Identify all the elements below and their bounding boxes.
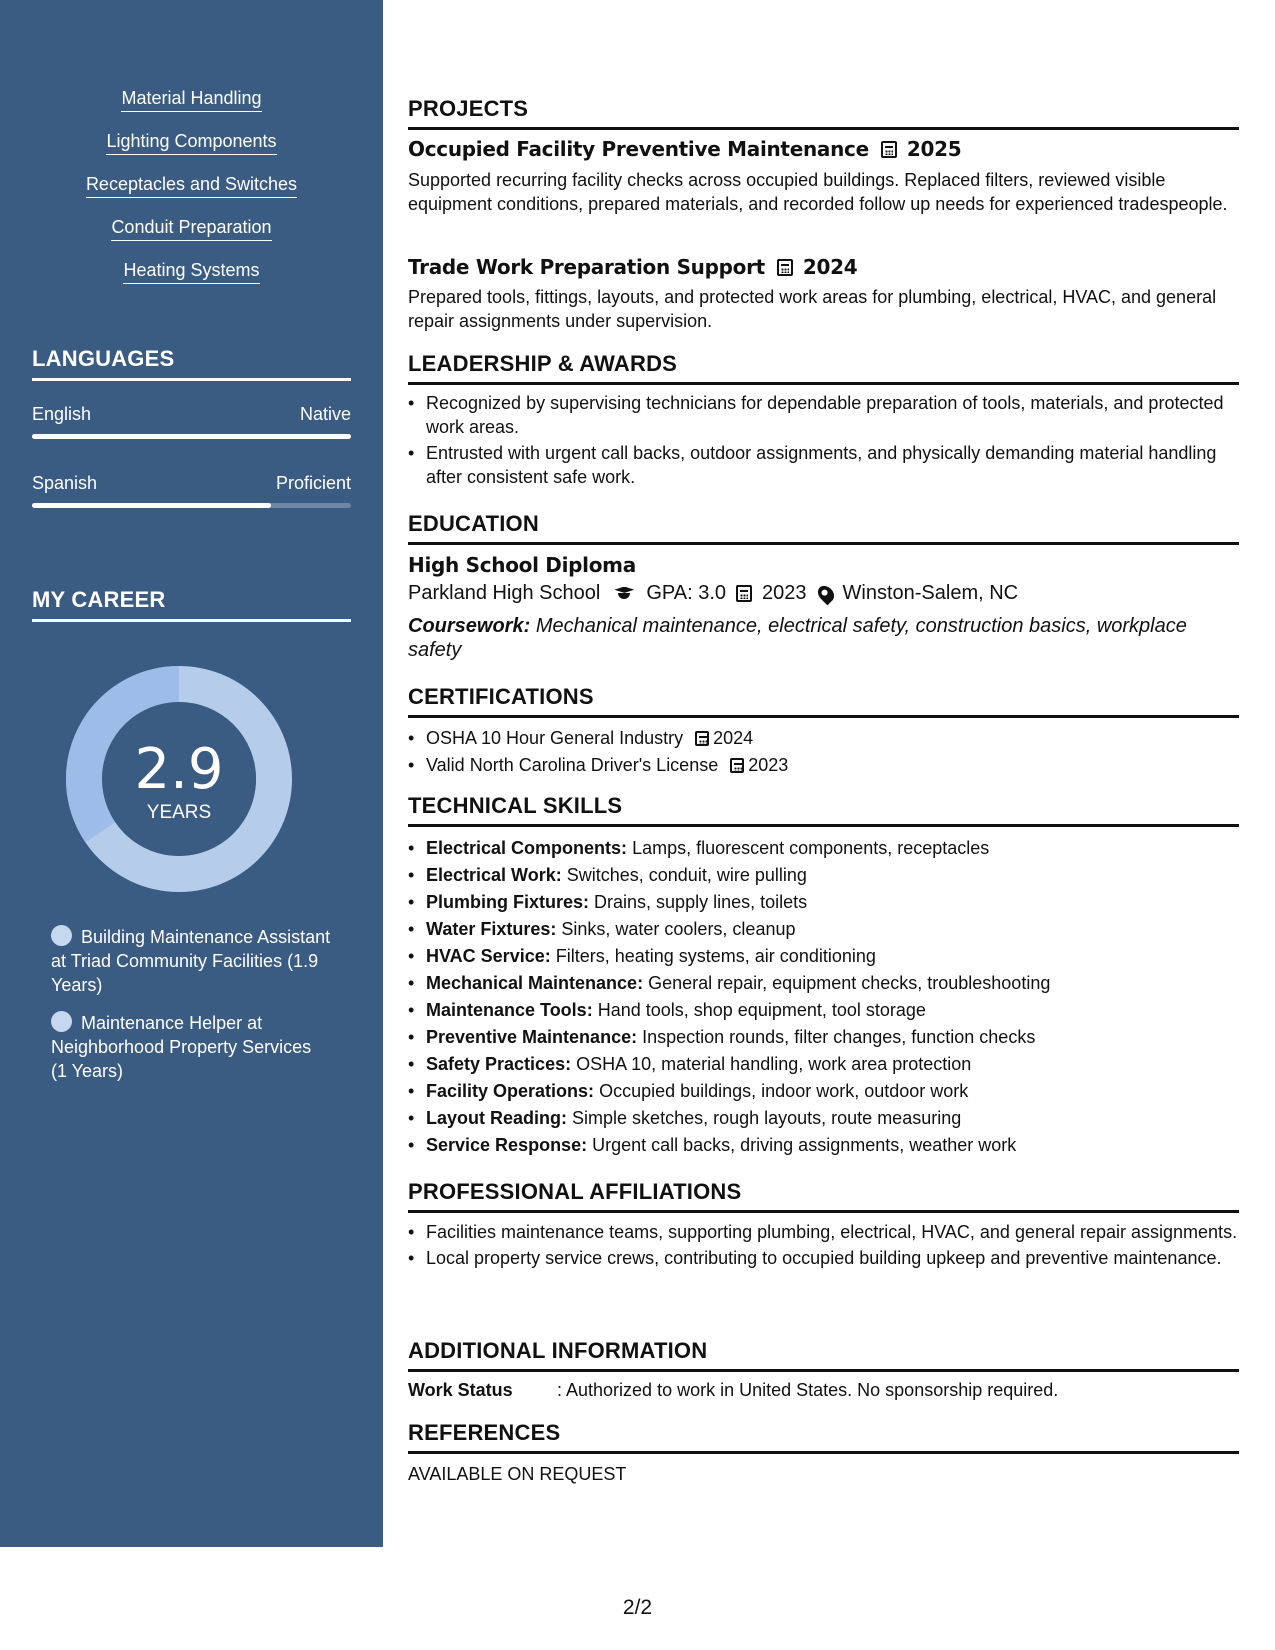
affiliations-heading: PROFESSIONAL AFFILIATIONS [408, 1179, 1239, 1213]
calendar-icon [695, 731, 709, 746]
sidebar [0, 0, 383, 1547]
skill-label: Electrical Work: [426, 865, 562, 885]
project-name: Occupied Facility Preventive Maintenance [408, 137, 869, 161]
list-item [408, 970, 1239, 997]
skill-value: Switches, conduit, wire pulling [566, 865, 807, 885]
skill-link[interactable]: Heating Systems [123, 259, 259, 284]
skill-label: Maintenance Tools: [426, 1000, 593, 1020]
skill-label: HVAC Service: [426, 946, 551, 966]
career-dot-icon [51, 925, 72, 946]
skills-list [0, 87, 383, 302]
list-item [408, 1051, 1239, 1078]
list-item [408, 1024, 1239, 1051]
career-item-text: Maintenance Helper at Neighborhood Property Services (1 Years) [51, 1013, 312, 1081]
skill-label: Mechanical Maintenance: [426, 973, 644, 993]
career-item-text: Building Maintenance Assistant at Triad Community Facilities (1.9 Years) [51, 927, 331, 995]
list-item: • Recognized by supervising technicians for dependable preparation of tools, materials, and protected work areas. [408, 391, 1239, 439]
skill-label: Layout Reading: [426, 1108, 568, 1128]
skill-link[interactable]: Conduit Preparation [111, 216, 271, 241]
list-item: • Entrusted with urgent call backs, outdoor assignments, and physically demanding material handling after consistent safe work. [408, 441, 1239, 489]
skill-label: Safety Practices: [426, 1054, 572, 1074]
skill-value: Filters, heating systems, air conditioning [555, 946, 876, 966]
list-item [408, 889, 1239, 916]
coursework [408, 614, 1239, 662]
language-level: Proficient [275, 473, 351, 493]
education-meta [408, 582, 1028, 605]
list-item [408, 1132, 1239, 1159]
career-item [51, 1011, 331, 1083]
language-level: Native [299, 404, 351, 424]
coursework-label: Coursework: [408, 615, 531, 637]
project-year: 2024 [802, 255, 858, 279]
work-status-row [408, 1380, 1058, 1401]
page-number: 2/2 [622, 1596, 653, 1619]
list-item [408, 752, 1239, 779]
calendar-icon [730, 758, 744, 773]
education-heading: EDUCATION [408, 511, 1239, 545]
coursework-text: Mechanical maintenance, electrical safety, construction basics, workplace safety [408, 615, 1187, 661]
school-name: Parkland High School [408, 582, 601, 604]
language-name: Spanish [32, 473, 98, 493]
skill-label: Service Response: [426, 1135, 588, 1155]
school-location: Winston-Salem, NC [842, 582, 1019, 604]
skill-value: Occupied buildings, indoor work, outdoor work [599, 1081, 969, 1101]
project-year: 2025 [906, 137, 962, 161]
language-name: English [32, 404, 92, 424]
skill-value: Simple sketches, rough layouts, route measuring [572, 1108, 962, 1128]
skill-value: Hand tools, shop equipment, tool storage [597, 1000, 926, 1020]
list-item: • Facilities maintenance teams, supporting plumbing, electrical, HVAC, and general repair assignments. [408, 1220, 1239, 1244]
certification-name: Valid North Carolina Driver's License [426, 755, 719, 775]
list-item [408, 997, 1239, 1024]
project-name: Trade Work Preparation Support [408, 255, 765, 279]
career-donut-chart [66, 666, 292, 892]
project-description: Prepared tools, fittings, layouts, and protected work areas for plumbing, electrical, HVAC, and general repair assignments under supervision. [408, 287, 1217, 331]
project-description: Supported recurring facility checks across occupied buildings. Replaced filters, reviewed visible equipment conditions, prepared materials, and recorded follow up needs for experienced tradespeople. [408, 170, 1228, 214]
list-item [408, 862, 1239, 889]
references-text: AVAILABLE ON REQUEST [408, 1464, 627, 1484]
leadership-heading: LEADERSHIP & AWARDS [408, 351, 1239, 385]
language-bar-fill [32, 503, 271, 508]
affiliations-list [408, 1220, 1239, 1270]
list-item [408, 1078, 1239, 1105]
skill-value: Urgent call backs, driving assignments, weather work [592, 1135, 1017, 1155]
graduation-year: 2023 [762, 582, 807, 604]
skill-value: OSHA 10, material handling, work area protection [576, 1054, 972, 1074]
career-item [51, 925, 331, 997]
calendar-icon [881, 141, 897, 158]
list-item: • Local property service crews, contributing to occupied building upkeep and preventive maintenance. [408, 1246, 1239, 1270]
skill-link[interactable]: Lighting Components [106, 130, 276, 155]
location-pin-icon [814, 582, 837, 605]
career-total: 2.9 [134, 737, 224, 802]
certifications-list [408, 725, 1239, 779]
project-title [408, 137, 961, 161]
language-bar [32, 503, 351, 508]
degree: High School Diploma [408, 553, 636, 577]
references-heading: REFERENCES [408, 1420, 1239, 1454]
certification-name: OSHA 10 Hour General Industry [426, 728, 684, 748]
gpa: GPA: 3.0 [646, 582, 727, 604]
skill-label: Preventive Maintenance: [426, 1027, 638, 1047]
list-item [408, 725, 1239, 752]
certifications-heading: CERTIFICATIONS [408, 684, 1239, 718]
career-heading: MY CAREER [32, 587, 351, 622]
leadership-list [408, 391, 1239, 489]
technical-skills-list [408, 835, 1239, 1159]
skill-label: Facility Operations: [426, 1081, 595, 1101]
skill-value: Drains, supply lines, toilets [594, 892, 808, 912]
projects-heading: PROJECTS [408, 96, 1239, 130]
skill-value: Inspection rounds, filter changes, function checks [642, 1027, 1036, 1047]
additional-heading: ADDITIONAL INFORMATION [408, 1338, 1239, 1372]
skill-value: Sinks, water coolers, cleanup [561, 919, 796, 939]
list-item [408, 1105, 1239, 1132]
list-item [408, 943, 1239, 970]
work-status-label: Work Status [408, 1380, 513, 1400]
language-bar-fill [32, 434, 351, 439]
work-status-value: : Authorized to work in United States. No sponsorship required. [557, 1380, 1059, 1400]
certification-year: 2024 [713, 728, 754, 748]
language-bar [32, 434, 351, 439]
list-item [408, 835, 1239, 862]
skill-link[interactable]: Material Handling [121, 87, 261, 112]
graduation-cap-icon [612, 587, 636, 601]
technical-skills-heading: TECHNICAL SKILLS [408, 793, 1239, 827]
skill-value: Lamps, fluorescent components, receptacles [632, 838, 990, 858]
skill-label: Water Fixtures: [426, 919, 557, 939]
certification-year: 2023 [748, 755, 789, 775]
calendar-icon [777, 259, 793, 276]
skill-label: Electrical Components: [426, 838, 628, 858]
skill-link[interactable]: Receptacles and Switches [86, 173, 297, 198]
skill-label: Plumbing Fixtures: [426, 892, 590, 912]
calendar-icon [736, 585, 752, 602]
list-item [408, 916, 1239, 943]
skill-value: General repair, equipment checks, troubleshooting [648, 973, 1051, 993]
career-unit: YEARS [146, 802, 212, 823]
languages-heading: LANGUAGES [32, 346, 351, 381]
language-row [32, 473, 351, 494]
career-dot-icon [51, 1011, 72, 1032]
language-row [32, 404, 351, 425]
project-title [408, 255, 857, 279]
